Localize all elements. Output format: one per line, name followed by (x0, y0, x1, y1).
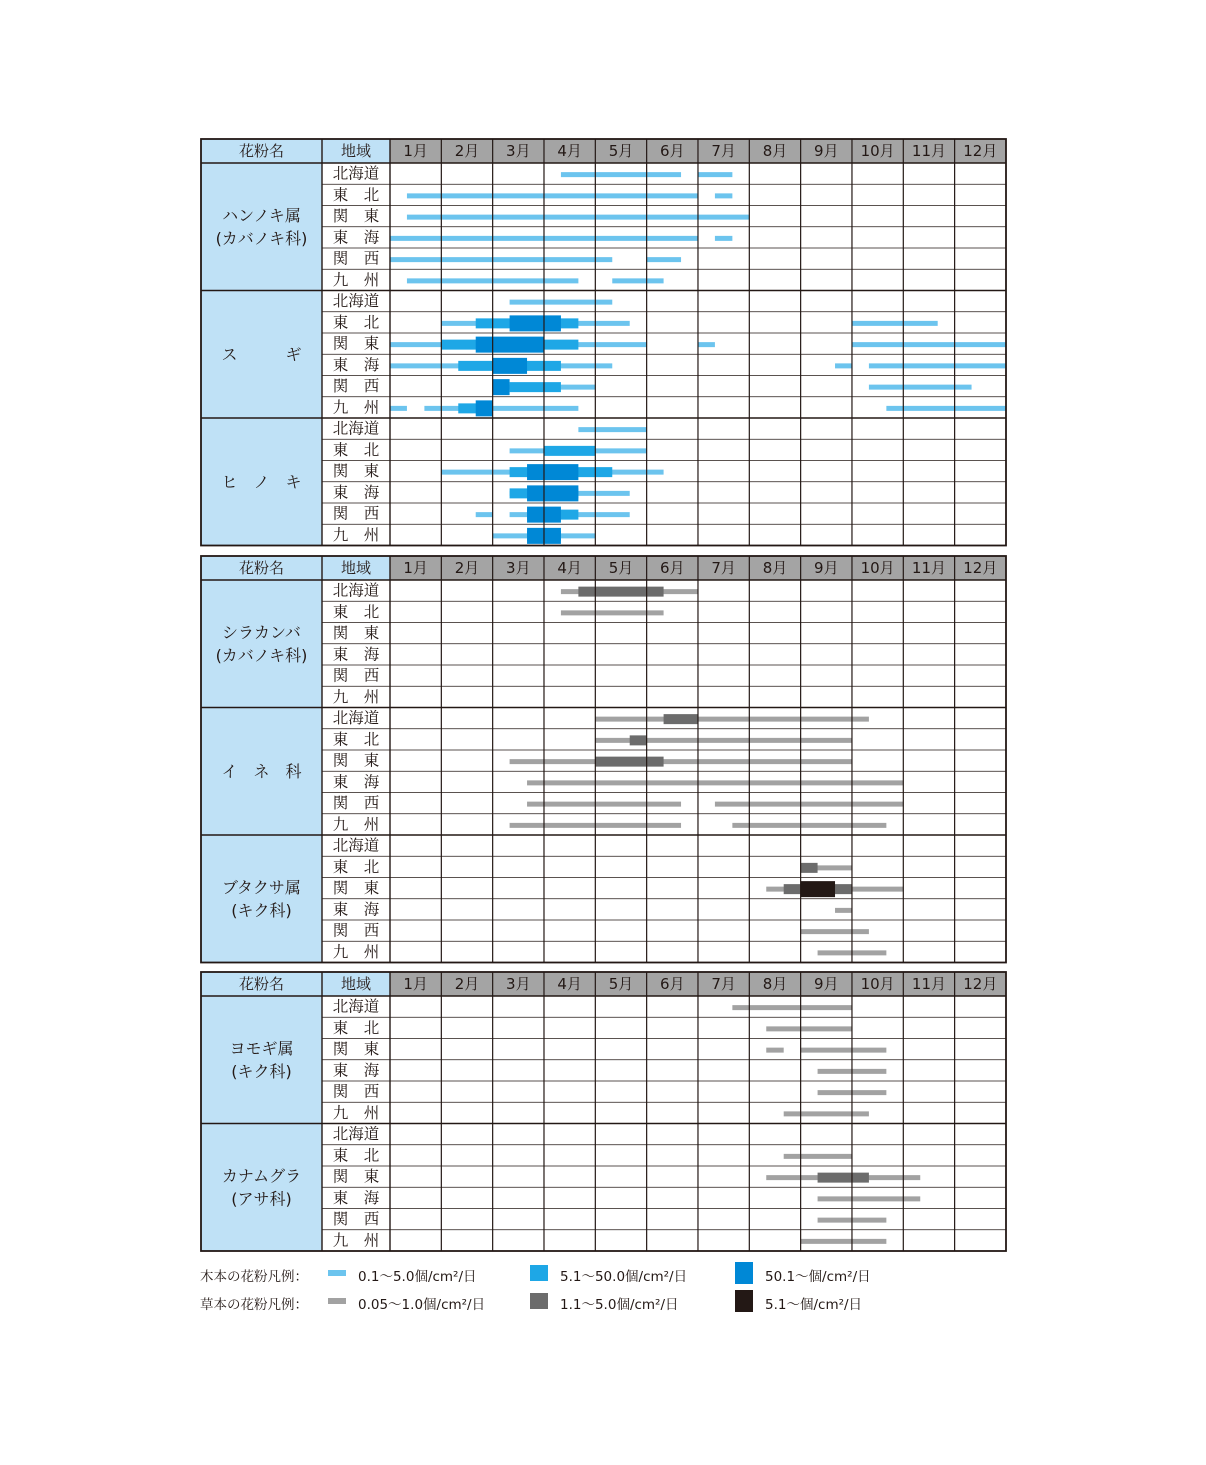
pollen-bar-low (612, 278, 663, 283)
month-label: 3月 (506, 559, 531, 577)
pollen-bar-low (835, 363, 852, 368)
region-label: 関 西 (332, 1082, 380, 1101)
month-label: 6月 (660, 559, 685, 577)
pollen-bar-low (390, 257, 612, 262)
pollen-table-1 (201, 139, 1006, 546)
pollen-bar-high (510, 315, 561, 331)
pollen-bar-low (766, 1048, 783, 1053)
region-label: 東 海 (332, 483, 380, 502)
pollen-bar-low (801, 1239, 887, 1244)
region-label: 関 西 (332, 249, 380, 268)
pollen-bar-high (493, 379, 510, 395)
plant-name-label: ハンノキ属 (222, 205, 301, 225)
pollen-bar-low (595, 717, 869, 722)
legend-herb-low-swatch (328, 1298, 346, 1304)
region-label: 九 州 (332, 525, 380, 544)
region-label: 関 東 (332, 1040, 380, 1059)
legend-herb-mid-swatch (530, 1293, 548, 1309)
region-label: 北海道 (332, 997, 380, 1016)
pollen-table-3 (201, 972, 1006, 1251)
pollen-bar-high (476, 400, 493, 416)
pollen-bar-high (527, 464, 578, 480)
header-region: 地域 (340, 142, 372, 160)
pollen-table-2 (201, 556, 1006, 963)
month-label: 4月 (557, 559, 582, 577)
legend-herb-mid-label: 1.1〜5.0個/cm²/日 (560, 1297, 679, 1313)
region-label: 関 東 (332, 462, 380, 481)
month-label: 1月 (403, 975, 428, 993)
region-label: 北海道 (332, 419, 380, 438)
month-label: 10月 (860, 559, 895, 577)
region-label: 東 海 (332, 228, 380, 247)
plant-name-label: カナムグラ (221, 1166, 302, 1186)
month-label: 7月 (711, 975, 736, 993)
pollen-bar-low (527, 802, 681, 807)
region-label: 東 北 (332, 1146, 380, 1165)
pollen-bar-low (818, 1196, 921, 1201)
month-label: 5月 (608, 975, 634, 993)
month-label: 9月 (814, 559, 839, 577)
month-label: 4月 (557, 142, 582, 160)
pollen-bar-low (390, 406, 407, 411)
region-label: 東 北 (332, 1018, 380, 1037)
region-label: 東 海 (332, 900, 380, 919)
region-label: 東 北 (332, 440, 380, 459)
month-label: 1月 (403, 142, 428, 160)
legend-tree-high-swatch (735, 1262, 753, 1284)
pollen-bar-mid (595, 757, 663, 767)
region-label: 関 東 (332, 624, 380, 643)
region-label: 関 東 (332, 1167, 380, 1186)
pollen-bar-low (852, 321, 938, 326)
pollen-bar-low (801, 929, 869, 934)
pollen-bar-mid (544, 446, 595, 456)
month-label: 1月 (403, 559, 428, 577)
region-label: 九 州 (332, 815, 380, 834)
region-label: 九 州 (332, 1231, 380, 1250)
month-label: 5月 (608, 142, 634, 160)
pollen-bar-mid (578, 587, 663, 597)
legend-herb-low-label: 0.05〜1.0個/cm²/日 (358, 1297, 486, 1313)
region-label: 九 州 (332, 270, 380, 289)
region-label: 関 西 (332, 666, 380, 685)
header-region: 地域 (340, 559, 372, 577)
legend-tree-mid-label: 5.1〜50.0個/cm²/日 (560, 1269, 688, 1285)
pollen-bar-low (698, 172, 732, 177)
month-label: 11月 (911, 142, 947, 160)
region-label: 東 北 (332, 313, 380, 332)
pollen-bar-low (784, 1111, 869, 1116)
pollen-bar-low (886, 406, 1006, 411)
header-region: 地域 (340, 975, 372, 993)
pollen-bar-high (493, 358, 527, 374)
pollen-bar-mid (801, 863, 818, 873)
pollen-bar-low (732, 1005, 852, 1010)
region-label: 東 北 (332, 185, 380, 204)
region-label: 九 州 (332, 398, 380, 417)
pollen-bar-low (766, 1026, 852, 1031)
region-label: 関 西 (332, 377, 380, 396)
pollen-bar-low (510, 300, 613, 305)
month-label: 2月 (454, 142, 480, 160)
region-label: 関 東 (332, 751, 380, 770)
pollen-bar-low (801, 1048, 887, 1053)
month-label: 11月 (911, 975, 947, 993)
pollen-bar-low (715, 802, 903, 807)
legend-tree-low-label: 0.1〜5.0個/cm²/日 (358, 1269, 477, 1285)
region-label: 東 北 (332, 730, 380, 749)
region-label: 東 海 (332, 1188, 380, 1207)
legend-tree-low-swatch (328, 1270, 346, 1276)
legend-herb-high-swatch (735, 1290, 753, 1312)
pollen-bar-high (801, 881, 835, 897)
region-label: 九 州 (332, 1103, 380, 1122)
month-label: 2月 (454, 975, 480, 993)
plant-name-label: (アサ科) (231, 1189, 292, 1209)
region-label: 関 西 (332, 504, 380, 523)
header-plant-name: 花粉名 (238, 975, 285, 993)
region-label: 東 海 (332, 1061, 380, 1080)
month-label: 9月 (814, 142, 839, 160)
region-label: 関 東 (332, 334, 380, 353)
header-plant-name: 花粉名 (238, 142, 285, 160)
pollen-bar-low (869, 363, 1006, 368)
region-label: 関 東 (332, 207, 380, 226)
legend-herb-title: 草本の花粉凡例： (200, 1297, 308, 1313)
month-label: 11月 (911, 559, 947, 577)
pollen-bar-low (698, 342, 715, 347)
plant-name-label: (カバノキ科) (215, 645, 308, 665)
month-label: 12月 (963, 975, 998, 993)
month-label: 4月 (557, 975, 582, 993)
pollen-bar-low (578, 427, 646, 432)
region-label: 北海道 (332, 164, 380, 183)
month-label: 3月 (506, 975, 531, 993)
pollen-bar-low (715, 193, 732, 198)
region-label: 東 海 (332, 645, 380, 664)
pollen-bar-low (424, 406, 578, 411)
plant-name-label: ヒ ノ キ (221, 472, 302, 492)
pollen-bar-low (647, 257, 681, 262)
pollen-bar-low (527, 780, 903, 785)
legend-tree-mid-swatch (530, 1265, 548, 1281)
region-label: 関 東 (332, 879, 380, 898)
month-label: 7月 (711, 559, 736, 577)
month-label: 7月 (711, 142, 736, 160)
region-label: 東 海 (332, 772, 380, 791)
legend-tree-high-label: 50.1〜個/cm²/日 (765, 1269, 871, 1285)
month-label: 8月 (762, 975, 788, 993)
pollen-bar-low (561, 172, 681, 177)
month-label: 5月 (608, 559, 634, 577)
pollen-bar-low (407, 193, 698, 198)
plant-name-label: (キク科) (231, 1061, 292, 1081)
region-label: 関 西 (332, 794, 380, 813)
legend-herb-high-label: 5.1〜個/cm²/日 (765, 1297, 863, 1313)
pollen-bar-high (476, 337, 544, 353)
month-label: 10月 (860, 142, 895, 160)
pollen-bar-high (527, 485, 578, 501)
month-label: 2月 (454, 559, 480, 577)
month-label: 12月 (963, 559, 998, 577)
region-label: 関 西 (332, 921, 380, 940)
plant-name-label: ス ギ (221, 344, 302, 364)
month-label: 6月 (660, 142, 685, 160)
month-label: 8月 (762, 559, 788, 577)
region-label: 東 海 (332, 355, 380, 374)
plant-name-label: (キク科) (231, 900, 292, 920)
pollen-bar-low (784, 1154, 852, 1159)
region-label: 北海道 (332, 836, 380, 855)
pollen-bar-low (561, 610, 664, 615)
pollen-bar-low (476, 512, 493, 517)
month-label: 9月 (814, 975, 839, 993)
region-label: 東 北 (332, 602, 380, 621)
region-label: 関 西 (332, 1210, 380, 1229)
month-label: 3月 (506, 142, 531, 160)
month-label: 8月 (762, 142, 788, 160)
region-label: 北海道 (332, 581, 380, 600)
region-label: 九 州 (332, 942, 380, 961)
legend-tree-title: 木本の花粉凡例： (200, 1269, 308, 1285)
region-label: 北海道 (332, 709, 380, 728)
pollen-bar-mid (664, 714, 698, 724)
pollen-bar-low (852, 342, 1006, 347)
month-label: 6月 (660, 975, 685, 993)
header-plant-name: 花粉名 (238, 559, 285, 577)
month-label: 12月 (963, 142, 998, 160)
plant-name-label: ヨモギ属 (229, 1038, 294, 1058)
pollen-bar-low (869, 385, 972, 390)
pollen-bar-mid (630, 735, 647, 745)
region-label: 東 北 (332, 857, 380, 876)
month-label: 10月 (860, 975, 895, 993)
pollen-bar-low (561, 385, 595, 390)
pollen-bar-low (715, 236, 732, 241)
region-label: 九 州 (332, 687, 380, 706)
plant-name-label: ブタクサ属 (222, 877, 301, 897)
pollen-bar-mid (818, 1173, 869, 1183)
plant-name-label: シラカンバ (222, 622, 301, 642)
plant-name-label: (カバノキ科) (215, 228, 308, 248)
pollen-bar-low (732, 823, 886, 828)
pollen-bar-low (835, 908, 852, 913)
region-label: 北海道 (332, 292, 380, 311)
region-label: 北海道 (332, 1125, 380, 1144)
plant-name-label: イ ネ 科 (221, 761, 302, 781)
pollen-bar-mid (510, 382, 561, 392)
